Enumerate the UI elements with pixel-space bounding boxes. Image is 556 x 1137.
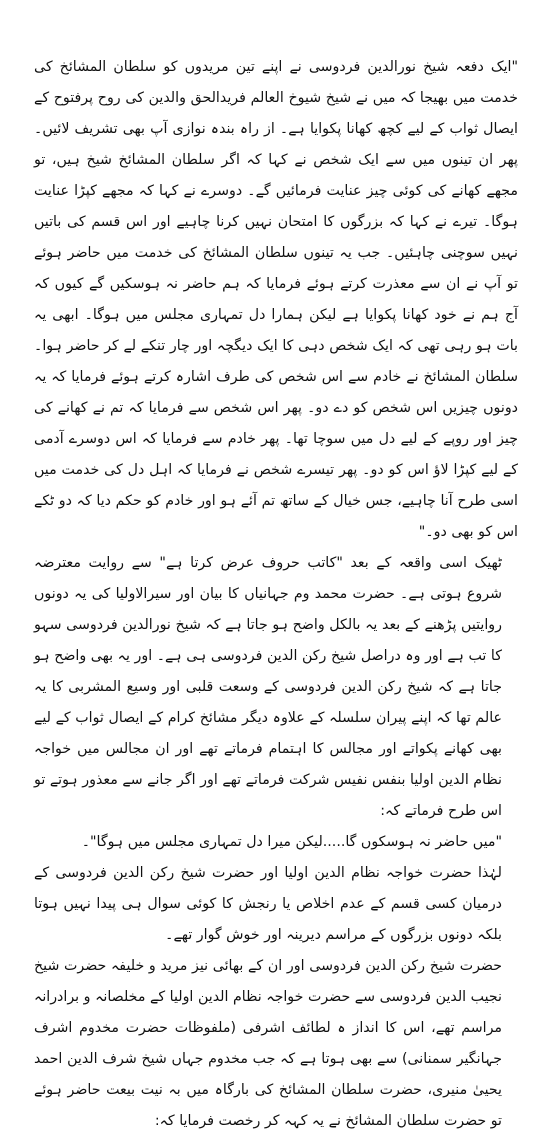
commentary-paragraph: ٹھیک اسی واقعہ کے بعد "کاتب حروف عرض کرتا ہے" سے روایت معترضہ شروع ہوتی ہے۔ حضرت محمد وم جہانیاں کا بیان اور سیرالاولیا کی یہ دونوں روایتیں پڑھنے کے بعد یہ بالکل واضح ہو جاتا ہے کہ شیخ نورالدین فردوسی سہو کا تب ہے اور وہ دراصل شیخ رکن الدین فردوسی ہی ہے۔ اور یہ بھی واضح ہو جاتا ہے کہ شیخ رکن الدین فردوسی کے وسعت قلبی اور وسیع المشربی کا یہ عالم تھا کہ اپنے پیران سلسلہ کے علاوہ دیگر مشائخ کرام کے ایصال ثواب کے لیے بھی کھانے پکواتے اور مجالس کا اہتمام فرماتے تھے اور ان مجالس میں خواجہ نظام الدین اولیا بنفس نفیس شرکت فرماتے تھے اور اگر جانے سے معذور ہوتے تو اس طرح فرماتے کہ: xyxy=(34,555,502,819)
anecdote-quote-paragraph: "ایک دفعہ شیخ نورالدین فردوسی نے اپنے تین مریدوں کو سلطان المشائخ کی خدمت میں بھیجا کہ میں نے شیخ شیوخ العالم فریدالحق والدین کی روح پرفتوح کے ایصال ثواب کے لیے کچھ کھانا پکوایا ہے۔ از راہ بندہ نوازی آپ بھی تشریف لائیں۔ پھر ان تینوں میں سے ایک شخص نے کہا کہ اگر سلطان المشائخ شیخ ہیں، تو مجھے کھانے کی کوئی چیز عنایت فرمائیں گے۔ دوسرے نے کہا کہ مجھے کپڑا عنایت ہوگا۔ تیرے نے کہا کہ بزرگوں کا امتحان نہیں کرنا چاہیے اور اس قسم کی باتیں نہیں سوچنی چاہئیں۔ جب یہ تینوں سلطان المشائخ کی خدمت میں حاضر ہوئے تو آپ نے ان سے معذرت کرتے ہوئے فرمایا کہ ہم حاضر نہ ہوسکیں گے کیوں کہ آج ہم نے خود کھانا پکوایا ہے لیکن ہمارا دل تمہاری مجلس میں ہوگا۔ ابھی یہ بات ہو رہی تھی کہ ایک شخص دہی کا ایک دیگچہ اور چار تنکے لے کر حاضر ہوا۔ سلطان المشائخ نے خادم سے اس شخص کی طرف اشارہ کرتے ہوئے فرمایا کہ یہ دونوں چیزیں اس شخص کو دے دو۔ پھر اس شخص سے فرمایا کہ تم نے کھانے کی چیز اور روپے کے لیے دل میں سوچا تھا۔ پھر خادم سے فرمایا کہ اس دوسرے آدمی کے لیے کپڑا لاؤ اس کو دو۔ پھر تیسرے شخص نے فرمایا کہ اہل دل کی خدمت میں اسی طرح آنا چاہیے، جس خیال کے ساتھ تم آئے ہو اور خادم کو حکم دیا کہ دو ٹکے اس کو بھی دو۔" xyxy=(34,59,518,540)
document-page xyxy=(34,52,524,1129)
relations-paragraph: حضرت شیخ رکن الدین فردوسی اور ان کے بھائی نیز مرید و خلیفہ حضرت شیخ نجیب الدین فردوسی سے حضرت خواجہ نظام الدین اولیا کے مخلصانہ و برادرانہ مراسم تھے، اس کا انداز ہ لطائف اشرفی (ملفوظات حضرت مخدوم اشرف جہانگیر سمنانی) سے بھی ہوتا ہے کہ جب مخدوم جہاں شیخ شرف الدین احمد یحییٰ منیری، حضرت سلطان المشائخ کی بارگاہ میں بہ نیت بیعت حاضر ہوئے تو حضرت سلطان المشائخ نے یہ کہہ کر رخصت فرمایا کہ: xyxy=(34,958,502,1129)
short-quote-paragraph: "میں حاضر نہ ہوسکوں گا.....لیکن میرا دل تمہاری مجلس میں ہوگا"۔ xyxy=(81,834,502,850)
conclusion-paragraph: لہٰذا حضرت خواجہ نظام الدین اولیا اور حضرت شیخ رکن الدین فردوسی کے درمیان کسی قسم کے عدم اخلاص یا رنجش کا کوئی سوال ہی پیدا نہیں ہوتا بلکہ دونوں بزرگوں کے مراسم دیرینہ اور خوش گوار تھے۔ xyxy=(34,865,502,943)
